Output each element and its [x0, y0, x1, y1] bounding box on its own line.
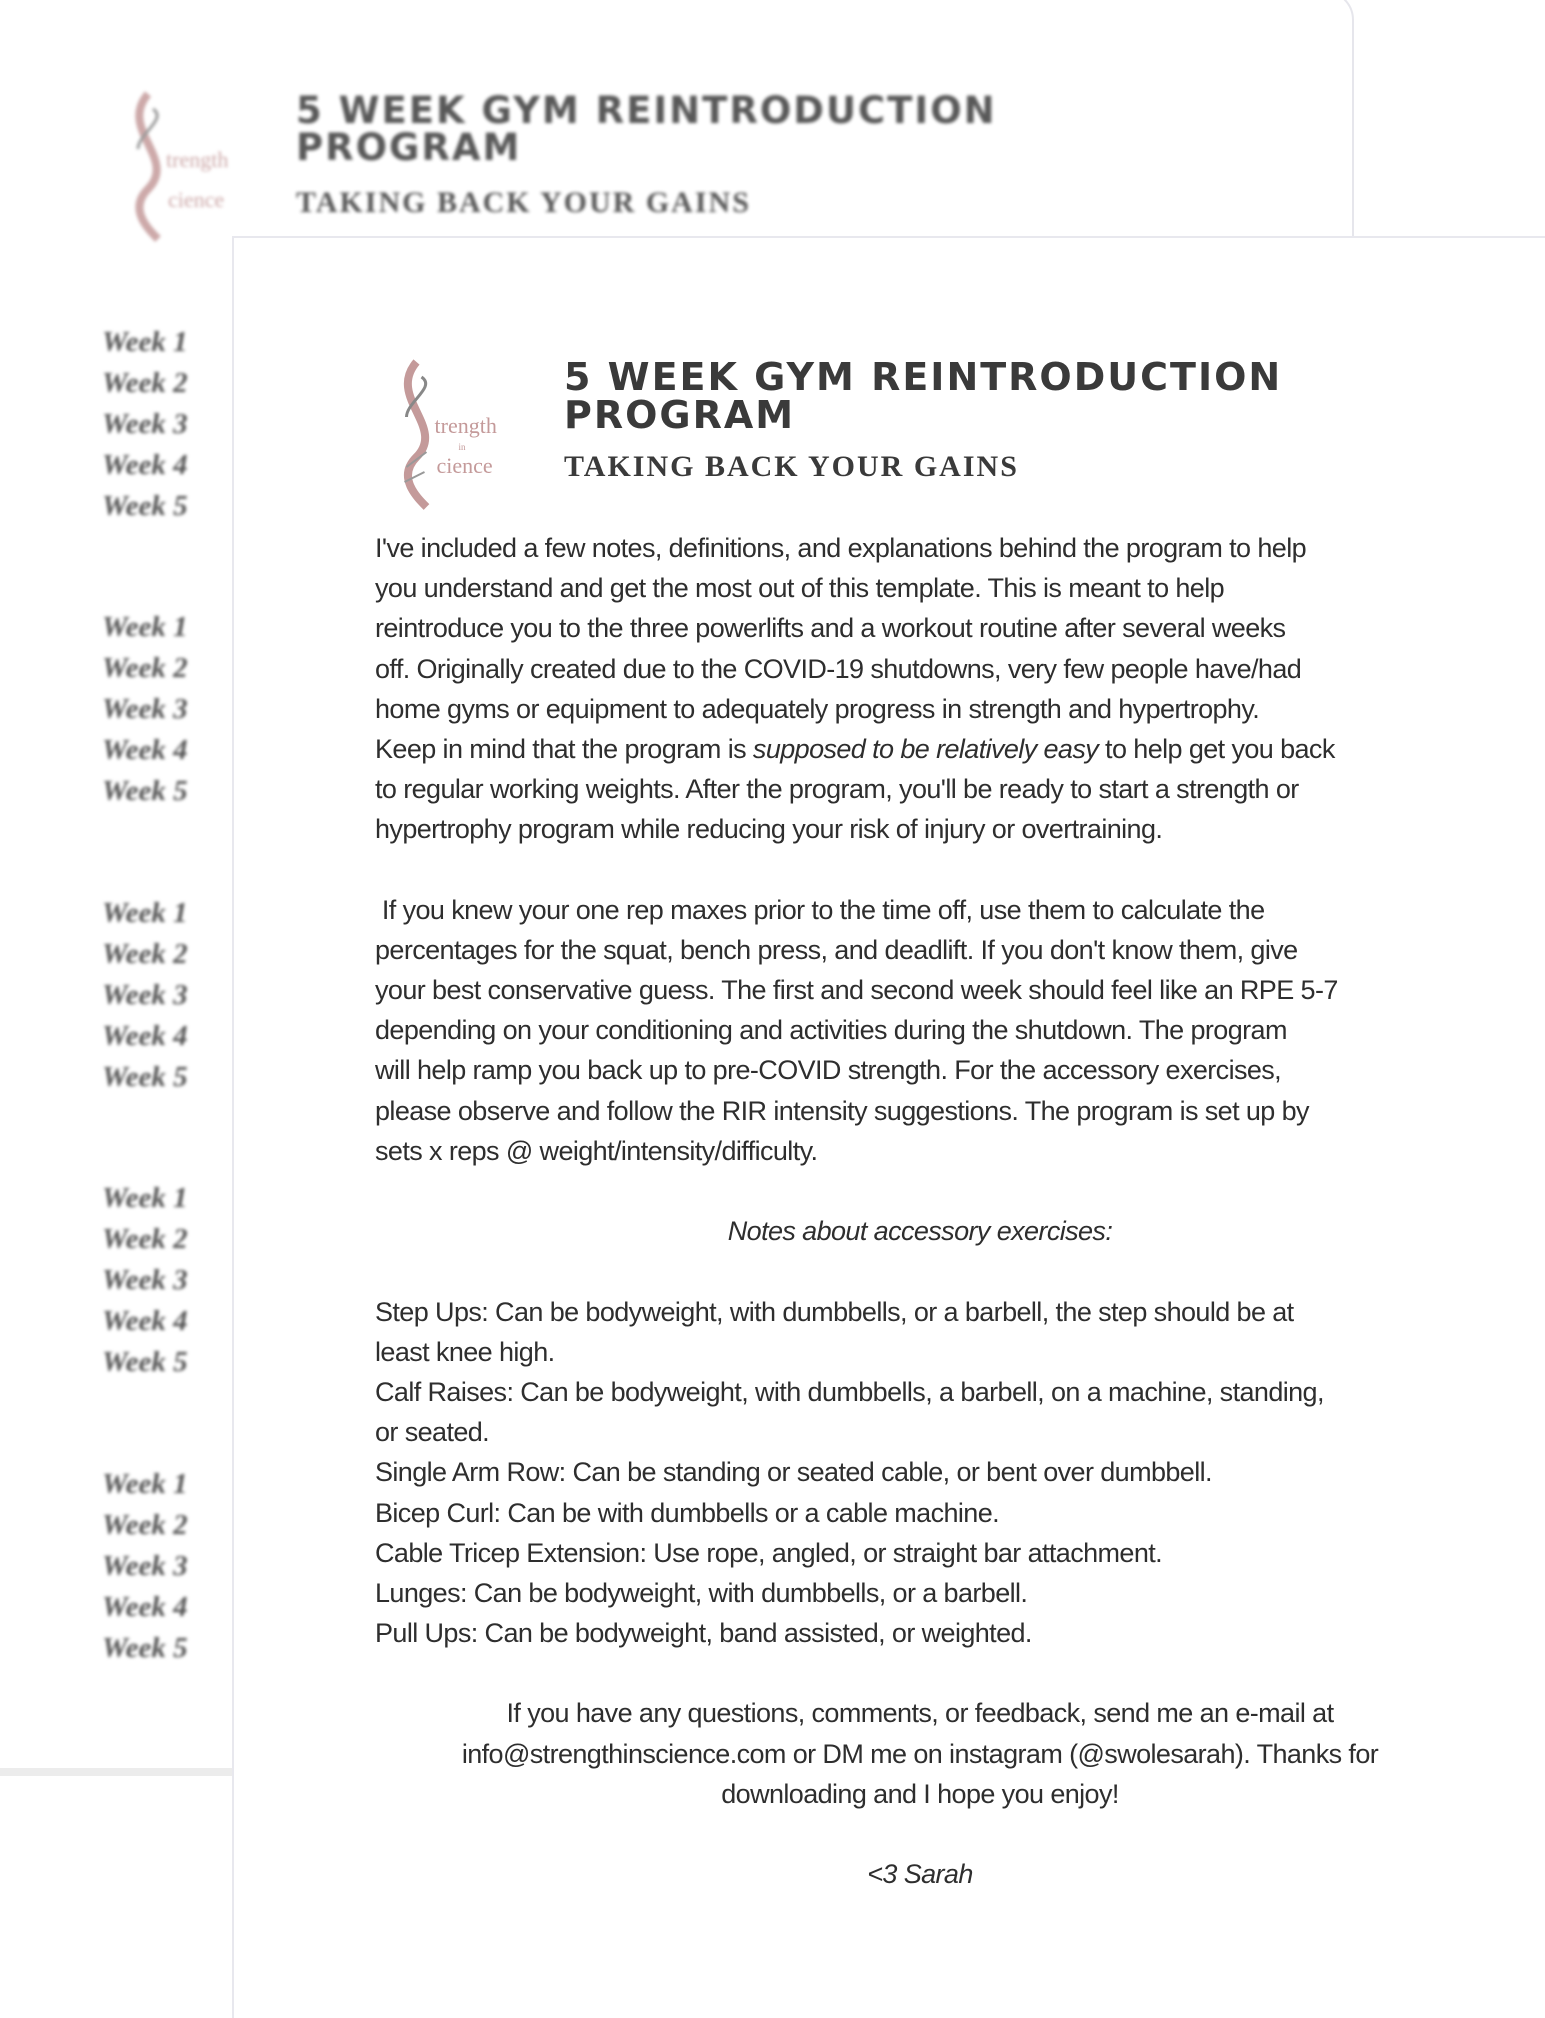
page-title [564, 355, 1283, 437]
note-line: Lunges: Can be bodyweight, with dumbbells, or a barbell. [375, 1577, 1028, 1608]
closing-line: info@strengthinscience.com or DM me on instagram (@swolesarah). Thanks for [461, 1738, 1379, 1769]
signature: <3 Sarah [867, 1859, 973, 1890]
text-line: will help ramp you back up to pre-COVID strength. For the accessory exercises, [375, 1055, 1282, 1086]
background-page-edge [0, 1768, 232, 1776]
title-line: PROGRAM [296, 126, 522, 169]
week-list [102, 1464, 188, 1669]
background-subtitle: TAKING BACK YOUR GAINS [296, 186, 751, 219]
text-line: to regular working weights. After the program, you'll be ready to start a strength or [375, 774, 1299, 805]
note-line: Bicep Curl: Can be with dumbbells or a cable machine. [375, 1497, 1000, 1528]
dna-logo-icon [374, 357, 539, 512]
text-line: your best conservative guess. The first and second week should feel like an RPE 5-7 [375, 975, 1338, 1006]
week-list [102, 893, 188, 1098]
note-line: Step Ups: Can be bodyweight, with dumbbells, or a barbell, the step should be at [375, 1296, 1294, 1327]
week-label: Week 2 [102, 1509, 188, 1541]
svg-text:cience: cience [436, 453, 493, 478]
text-line: please observe and follow the RIR intensity suggestions. The program is set up by [375, 1095, 1309, 1126]
week-label: Week 2 [102, 367, 188, 399]
document-body [375, 528, 1465, 1894]
note-line: Pull Ups: Can be bodyweight, band assisted, or weighted. [375, 1618, 1032, 1649]
title-line: 5 WEEK GYM REINTRODUCTION [564, 355, 1283, 399]
text-span: to help get you back [1098, 733, 1335, 764]
week-label: Week 5 [102, 775, 188, 807]
text-line: off. Originally created due to the COVID-19 shutdowns, very few people have/had [375, 653, 1302, 684]
week-label: Week 1 [102, 897, 188, 929]
text-line: you understand and get the most out of this template. This is meant to help [375, 573, 1225, 604]
week-label: Week 4 [102, 449, 188, 481]
week-label: Week 3 [102, 408, 188, 440]
text-line: I've included a few notes, definitions, and explanations behind the program to help [375, 533, 1307, 563]
week-label: Week 2 [102, 938, 188, 970]
note-line: Cable Tricep Extension: Use rope, angled, or straight bar attachment. [375, 1537, 1163, 1568]
week-label: Week 3 [102, 1264, 188, 1296]
svg-text:trength: trength [434, 413, 497, 438]
week-list [102, 607, 188, 812]
week-label: Week 5 [102, 490, 188, 522]
page-subtitle: TAKING BACK YOUR GAINS [564, 450, 1019, 483]
week-label: Week 2 [102, 1223, 188, 1255]
note-line: Single Arm Row: Can be standing or seated cable, or bent over dumbbell. [375, 1457, 1212, 1488]
text-line: hypertrophy program while reducing your risk of injury or overtraining. [375, 814, 1163, 845]
week-label: Week 1 [102, 611, 188, 643]
week-list [102, 1178, 188, 1383]
note-line: Calf Raises: Can be bodyweight, with dumbbells, a barbell, on a machine, standing, [375, 1376, 1324, 1407]
week-label: Week 1 [102, 1468, 188, 1500]
week-label: Week 5 [102, 1632, 188, 1664]
week-label: Week 3 [102, 979, 188, 1011]
svg-text:cience: cience [168, 187, 225, 212]
week-label: Week 1 [102, 1182, 188, 1214]
week-label: Week 4 [102, 1305, 188, 1337]
text-line: home gyms or equipment to adequately progress in strength and hypertrophy. [375, 693, 1260, 724]
text-line [375, 729, 1465, 769]
background-title [296, 89, 997, 169]
text-line: reintroduce you to the three powerlifts and a workout routine after several weeks [375, 613, 1286, 644]
svg-text:in: in [458, 442, 466, 452]
week-label: Week 5 [102, 1061, 188, 1093]
week-label: Week 4 [102, 1020, 188, 1052]
text-line: If you knew your one rep maxes prior to the time off, use them to calculate the [375, 894, 1265, 925]
week-label: Week 3 [102, 693, 188, 725]
notes-heading: Notes about accessory exercises: [727, 1216, 1113, 1247]
closing-line: If you have any questions, comments, or feedback, send me an e-mail at [506, 1698, 1334, 1729]
note-line: least knee high. [375, 1336, 555, 1367]
week-label: Week 3 [102, 1550, 188, 1582]
week-label: Week 4 [102, 1591, 188, 1623]
week-label: Week 2 [102, 652, 188, 684]
note-line: or seated. [375, 1417, 490, 1448]
text-span: Keep in mind that the program is [375, 733, 753, 764]
text-line: percentages for the squat, bench press, and deadlift. If you don't know them, give [375, 934, 1298, 965]
dna-logo-icon [108, 89, 268, 244]
week-label: Week 5 [102, 1346, 188, 1378]
week-label: Week 1 [102, 326, 188, 358]
text-line: depending on your conditioning and activities during the shutdown. The program [375, 1015, 1287, 1046]
title-line: PROGRAM [564, 393, 796, 437]
title-line: 5 WEEK GYM REINTRODUCTION [296, 89, 997, 132]
week-label: Week 4 [102, 734, 188, 766]
closing-line: downloading and I hope you enjoy! [721, 1778, 1119, 1809]
week-list [102, 322, 188, 527]
emphasis-text: supposed to be relatively easy [752, 733, 1099, 764]
text-line: sets x reps @ weight/intensity/difficulty. [375, 1135, 818, 1166]
svg-text:trength: trength [166, 147, 229, 172]
